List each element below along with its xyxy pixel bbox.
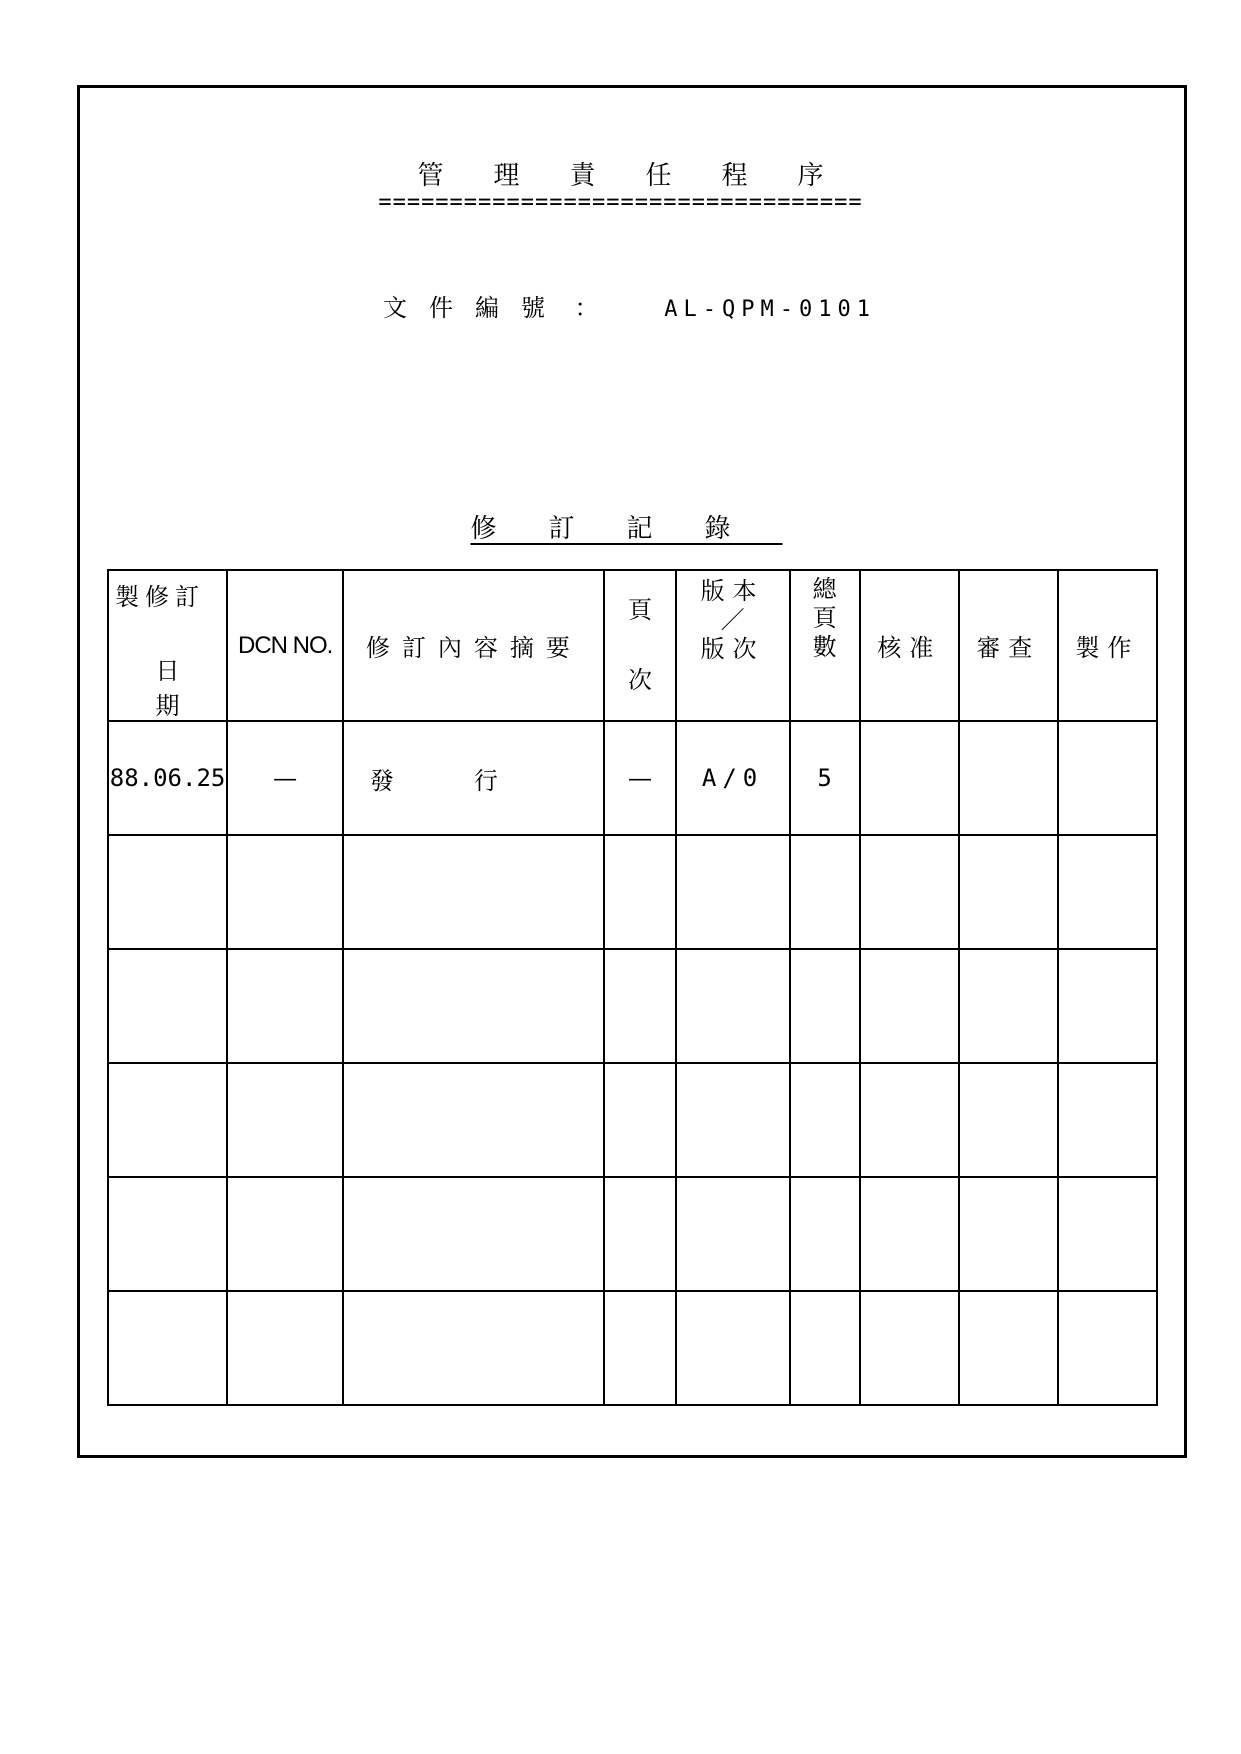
table-row-empty [108, 1291, 1157, 1405]
cell-empty [790, 1291, 860, 1405]
revision-table [107, 569, 1158, 1406]
cell-empty [1058, 949, 1157, 1063]
table-row [108, 721, 1157, 835]
header-version-line1: 版本 [700, 577, 765, 605]
header-date-line1: 製修訂 [115, 583, 205, 611]
cell-empty [343, 1177, 604, 1291]
cell-empty [604, 1291, 675, 1405]
cell-empty [227, 949, 343, 1063]
cell-empty [790, 1063, 860, 1177]
header-date-line3: 期 [155, 692, 180, 720]
header-total-pages [790, 570, 860, 721]
header-dcn: DCN NO. [227, 570, 343, 721]
cell-approve [860, 721, 959, 835]
cell-empty [676, 949, 790, 1063]
cell-empty [604, 1177, 675, 1291]
header-total-line2: 頁 [812, 603, 837, 632]
table-header-row [108, 570, 1157, 721]
cell-empty [1058, 1063, 1157, 1177]
cell-empty [959, 949, 1058, 1063]
cell-empty [343, 835, 604, 949]
revision-record-title-wrap [0, 508, 1241, 545]
table-row-empty [108, 1177, 1157, 1291]
cell-empty [959, 1291, 1058, 1405]
cell-empty [860, 1063, 959, 1177]
document-number-label: 文件編號 [383, 294, 567, 322]
cell-empty [604, 835, 675, 949]
cell-empty [676, 1291, 790, 1405]
table-row-empty [108, 835, 1157, 949]
header-page [604, 570, 675, 721]
document-number-colon: ： [574, 294, 599, 322]
cell-empty [860, 835, 959, 949]
cell-empty [108, 949, 227, 1063]
cell-date: 88.06.25 [108, 721, 227, 835]
cell-made [1058, 721, 1157, 835]
cell-empty [343, 949, 604, 1063]
header-review: 審查 [959, 570, 1058, 721]
cell-empty [790, 1177, 860, 1291]
cell-empty [676, 1063, 790, 1177]
header-total-line3: 數 [812, 632, 837, 661]
header-summary: 修訂內容摘要 [343, 570, 604, 721]
cell-empty [676, 1177, 790, 1291]
cell-empty [227, 1291, 343, 1405]
table-row-empty [108, 949, 1157, 1063]
cell-empty [604, 949, 675, 1063]
cell-empty [959, 1063, 1058, 1177]
header-page-line1: 頁 [627, 595, 652, 624]
title-underline: ================================== [378, 190, 863, 215]
cell-empty [1058, 1177, 1157, 1291]
cell-empty [790, 835, 860, 949]
cell-empty [860, 1177, 959, 1291]
header-approve: 核准 [860, 570, 959, 721]
cell-empty [860, 949, 959, 1063]
cell-empty [676, 835, 790, 949]
cell-empty [227, 1063, 343, 1177]
header-total-line1: 總 [812, 575, 837, 603]
cell-empty [108, 1177, 227, 1291]
cell-total-pages: 5 [790, 721, 860, 835]
header-version [676, 570, 790, 721]
cell-empty [860, 1291, 959, 1405]
cell-empty [790, 949, 860, 1063]
cell-summary: 發行 [343, 721, 604, 835]
cell-empty [108, 1291, 227, 1405]
cell-page: — [604, 721, 675, 835]
cell-empty [227, 1177, 343, 1291]
cell-empty [227, 835, 343, 949]
header-made: 製作 [1058, 570, 1157, 721]
cell-empty [1058, 1291, 1157, 1405]
cell-empty [959, 1177, 1058, 1291]
cell-empty [1058, 835, 1157, 949]
cell-empty [108, 835, 227, 949]
document-number-value: AL-QPM-0101 [664, 297, 876, 322]
document-number [383, 288, 876, 323]
cell-version: A/0 [676, 721, 790, 835]
header-date [108, 570, 227, 721]
header-page-line2: 次 [627, 666, 652, 695]
header-date-line2: 日 [155, 657, 180, 685]
table-row-empty [108, 1063, 1157, 1177]
cell-empty [108, 1063, 227, 1177]
header-version-line2: ／ [720, 605, 745, 634]
cell-empty [343, 1291, 604, 1405]
cell-empty [343, 1063, 604, 1177]
cell-empty [604, 1063, 675, 1177]
cell-empty [959, 835, 1058, 949]
cell-review [959, 721, 1058, 835]
revision-record-title: 修訂記錄 [470, 514, 783, 544]
header-version-line3: 版次 [700, 634, 765, 663]
document-title: 管理責任程序 [417, 161, 874, 191]
cell-dcn: — [227, 721, 343, 835]
